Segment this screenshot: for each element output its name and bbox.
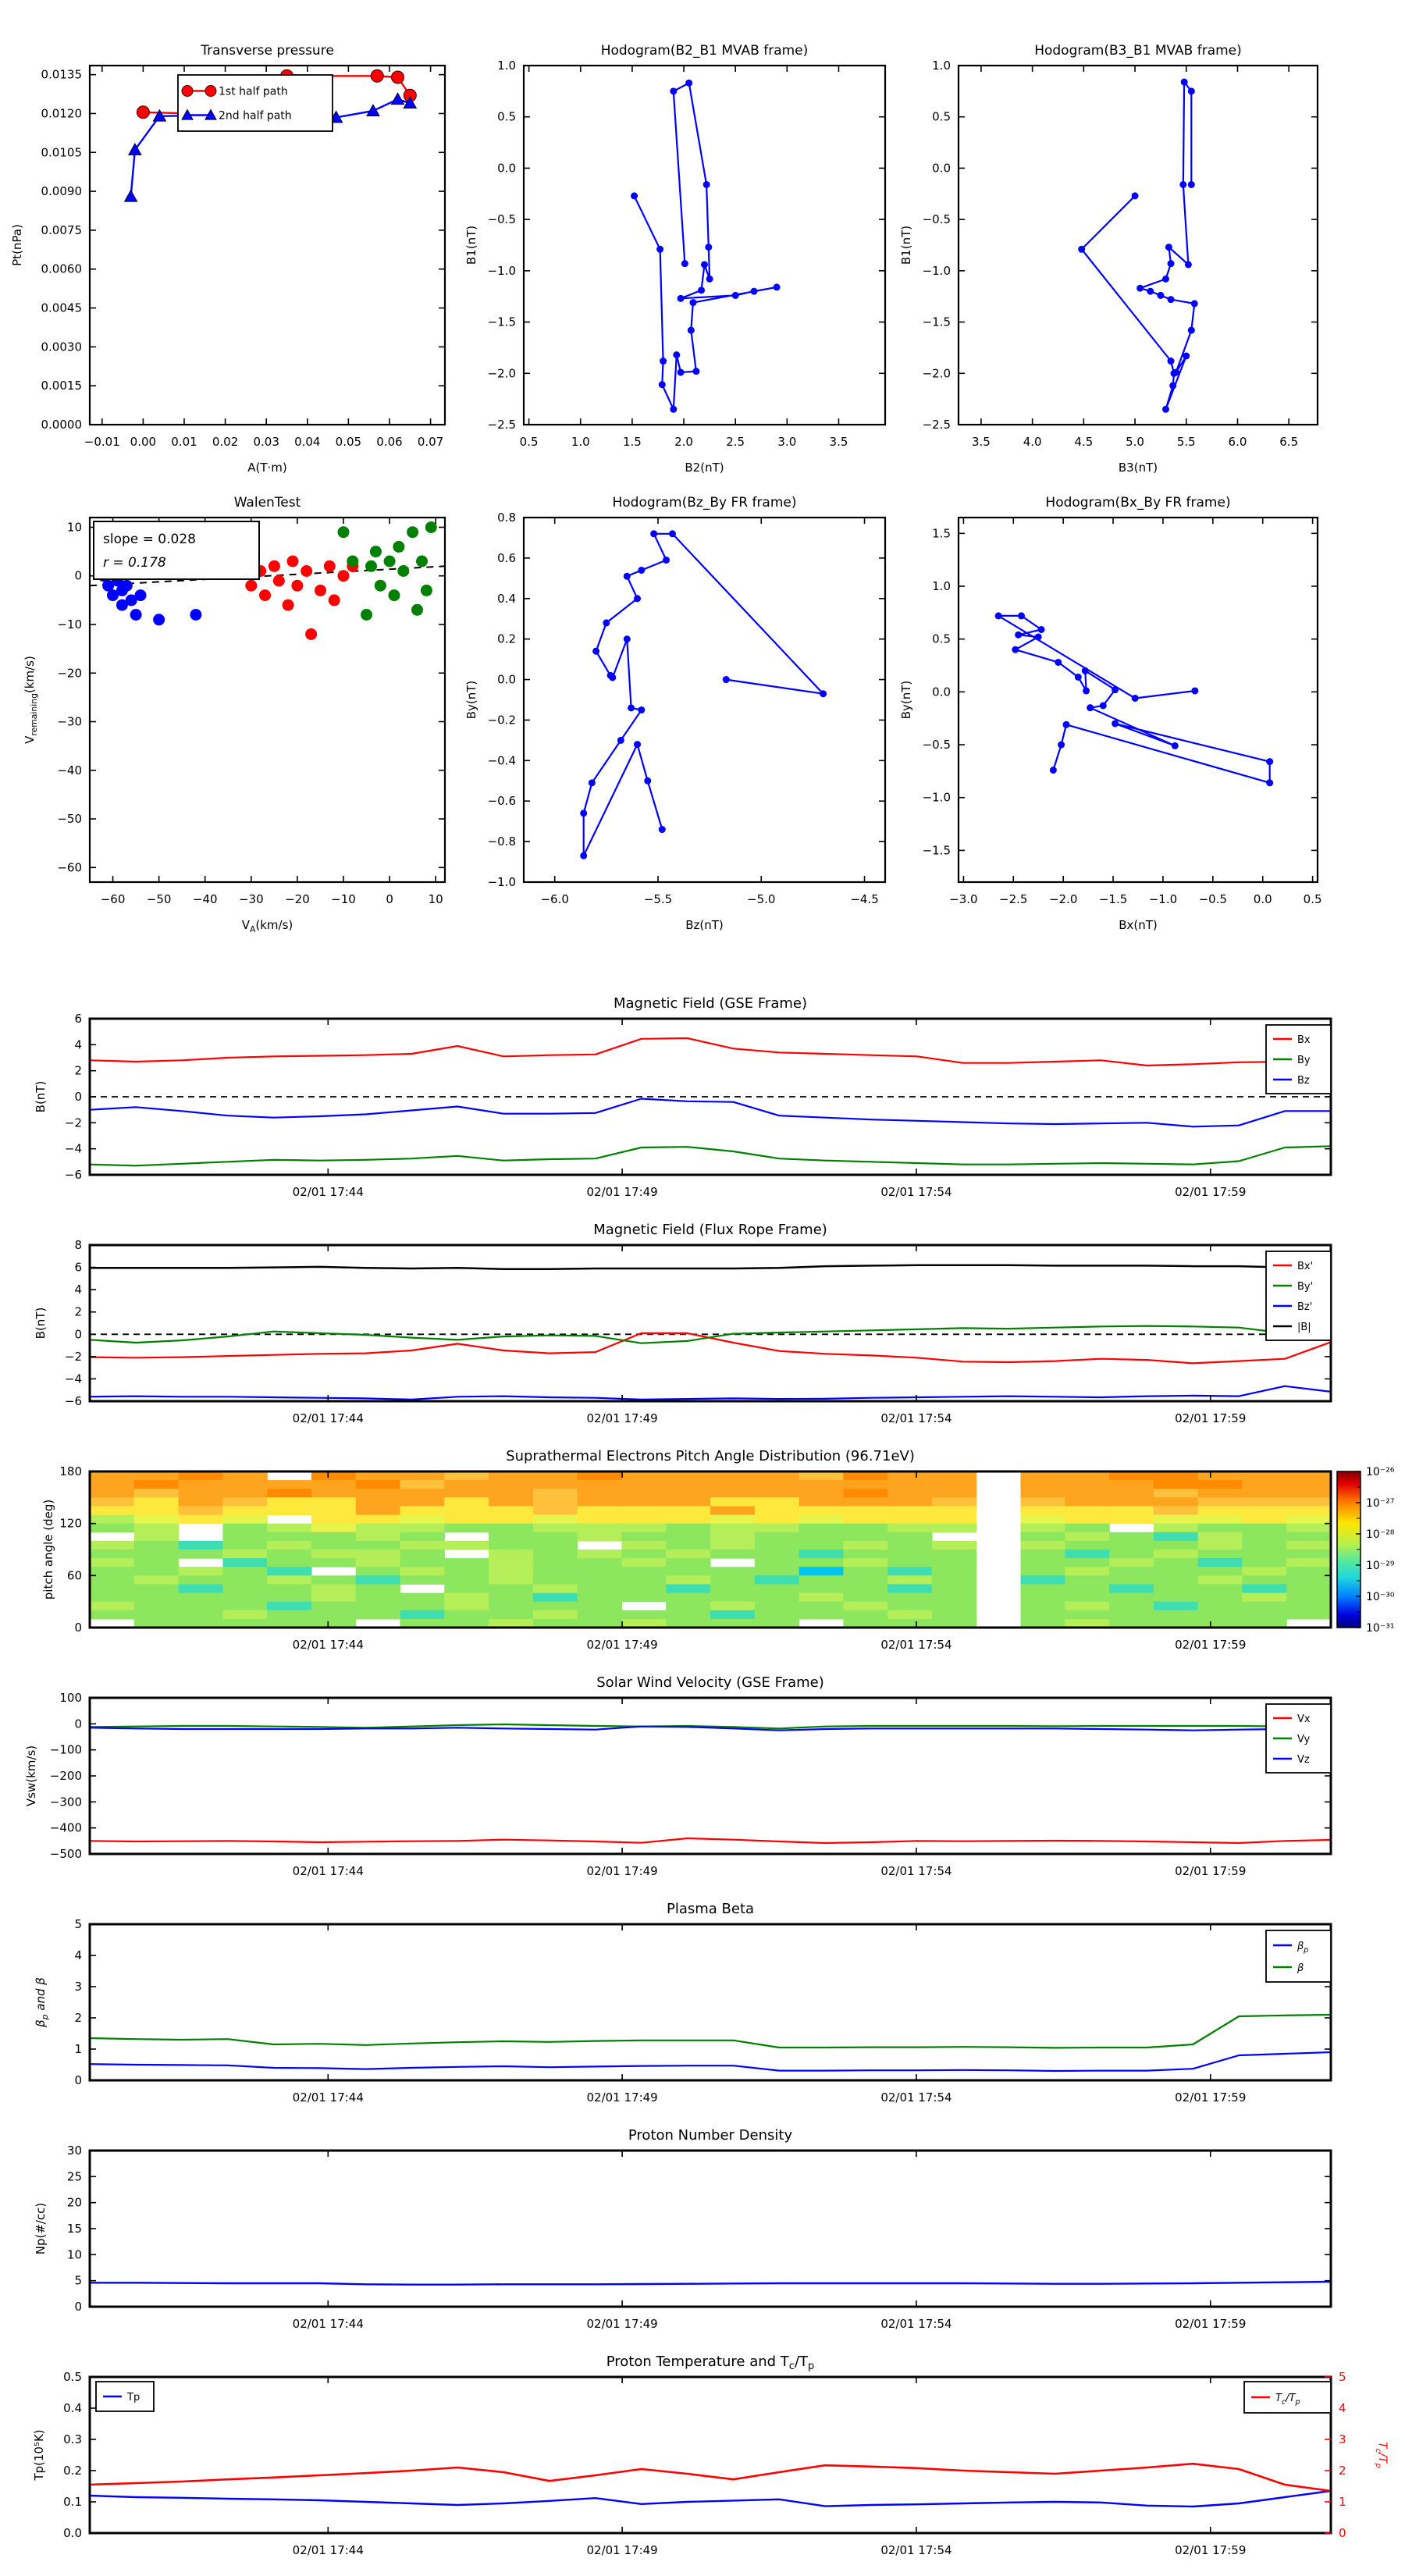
svg-text:0.0120: 0.0120	[41, 106, 82, 121]
svg-text:Bx: Bx	[1297, 1034, 1311, 1046]
svg-text:2nd half path: 2nd half path	[219, 109, 292, 123]
svg-text:−0.5: −0.5	[1198, 892, 1228, 906]
svg-text:−500: −500	[49, 1847, 82, 1861]
svg-text:−0.8: −0.8	[487, 834, 516, 849]
svg-text:Hodogram(Bz_By FR frame): Hodogram(Bz_By FR frame)	[612, 495, 797, 511]
svg-text:8: 8	[74, 1238, 82, 1252]
svg-text:Bx(nT): Bx(nT)	[1119, 918, 1158, 932]
svg-text:B(nT): B(nT)	[34, 1080, 48, 1113]
svg-text:0.0: 0.0	[497, 161, 516, 176]
svg-text:B(nT): B(nT)	[34, 1307, 48, 1340]
svg-text:By: By	[1297, 1055, 1311, 1066]
svg-text:0.00: 0.00	[130, 435, 157, 449]
svg-text:0.06: 0.06	[376, 435, 403, 449]
panel-hodogram-bz-by	[464, 495, 885, 932]
svg-text:Bx': Bx'	[1297, 1261, 1314, 1272]
svg-text:−2: −2	[64, 1115, 82, 1130]
svg-text:4: 4	[74, 1948, 82, 1962]
svg-text:3: 3	[74, 1980, 82, 1994]
svg-text:2.5: 2.5	[726, 435, 745, 449]
svg-text:10: 10	[428, 892, 443, 906]
svg-text:0: 0	[386, 892, 393, 906]
svg-text:0: 0	[74, 2300, 82, 2314]
svg-text:1.5: 1.5	[622, 435, 642, 449]
svg-text:Solar Wind Velocity (GSE Frame: Solar Wind Velocity (GSE Frame)	[596, 1674, 824, 1691]
svg-text:5: 5	[74, 2273, 82, 2288]
svg-text:0: 0	[74, 1090, 82, 1104]
svg-text:10⁻²⁹: 10⁻²⁹	[1366, 1560, 1395, 1572]
svg-text:−200: −200	[49, 1769, 82, 1783]
svg-text:VA(km/s): $V_A(km/s)$	[241, 918, 293, 934]
svg-text:02/01 17:54: 02/01 17:54	[880, 1411, 952, 1425]
svg-text:02/01 17:49: 02/01 17:49	[586, 1864, 658, 1878]
svg-text:1.5: 1.5	[932, 526, 951, 541]
svg-text:−0.5: −0.5	[922, 212, 951, 227]
svg-text:0.0: 0.0	[932, 685, 951, 699]
svg-text:−1.0: −1.0	[487, 263, 516, 278]
svg-text:−50: −50	[146, 892, 172, 906]
svg-text:1.0: 1.0	[932, 59, 951, 73]
svg-text:02/01 17:49: 02/01 17:49	[586, 1638, 658, 1652]
svg-text:Plasma Beta: Plasma Beta	[666, 1901, 755, 1917]
svg-text:−400: −400	[49, 1820, 82, 1835]
svg-text:Vsw(km/s): Vsw(km/s)	[24, 1745, 38, 1807]
svg-text:0.2: 0.2	[497, 632, 516, 646]
svg-text:0.02: 0.02	[212, 435, 239, 449]
svg-text:By(nT): By(nT)	[899, 680, 913, 720]
svg-text:6: 6	[74, 1260, 82, 1275]
svg-text:Vy: Vy	[1297, 1734, 1311, 1745]
svg-text:0: 0	[74, 1621, 82, 1635]
svg-text:10⁻²⁶: 10⁻²⁶	[1366, 1466, 1395, 1478]
svg-text:0.5: 0.5	[932, 632, 951, 646]
svg-text:2: 2	[74, 2011, 82, 2025]
svg-text:Tp: Tp	[127, 2392, 140, 2403]
svg-text:6: 6	[74, 1012, 82, 1026]
svg-text:0.6: 0.6	[497, 550, 516, 565]
svg-text:100: 100	[59, 1691, 82, 1705]
svg-text:0.05: 0.05	[335, 435, 362, 449]
svg-text:Tc/Tp: $T_c/T_p$	[1275, 2393, 1300, 2407]
svg-text:−1.5: −1.5	[1098, 892, 1128, 906]
svg-text:0.8: 0.8	[497, 511, 516, 525]
panel-proton-density	[34, 2127, 1331, 2331]
svg-text:0.5: 0.5	[932, 109, 951, 124]
svg-text:−0.01: −0.01	[84, 435, 120, 449]
svg-text:1.0: 1.0	[497, 59, 516, 73]
svg-text:0.0: 0.0	[1253, 892, 1272, 906]
svg-text:02/01 17:44: 02/01 17:44	[292, 1638, 364, 1652]
svg-text:Hodogram(B2_B1 MVAB frame): Hodogram(B2_B1 MVAB frame)	[600, 43, 809, 59]
svg-text:2: 2	[74, 1304, 82, 1319]
svg-text:pitch angle (deg): pitch angle (deg)	[41, 1499, 55, 1600]
svg-text:0.0045: 0.0045	[41, 301, 82, 315]
svg-text:Bz(nT): Bz(nT)	[685, 918, 724, 932]
svg-text:Tp(10⁵K): Tp(10⁵K)	[32, 2429, 46, 2481]
svg-text:4: 4	[1339, 2401, 1346, 2415]
svg-text:02/01 17:59: 02/01 17:59	[1175, 1411, 1247, 1425]
svg-text:−6: −6	[64, 1168, 82, 1182]
svg-text:−1.5: −1.5	[922, 843, 951, 858]
svg-text:−3.0: −3.0	[949, 892, 978, 906]
svg-text:4: 4	[74, 1037, 82, 1052]
svg-text:−6: −6	[64, 1394, 82, 1408]
svg-text:0.4: 0.4	[63, 2401, 82, 2415]
panel-plasma-beta	[34, 1901, 1331, 2105]
svg-text:02/01 17:59: 02/01 17:59	[1175, 1185, 1247, 1199]
svg-text:10⁻²⁷: 10⁻²⁷	[1366, 1497, 1395, 1510]
svg-text:Vremaining(km/s): $V_{remaining}(km/s)$	[23, 656, 39, 744]
panel-proton-temperature	[32, 2354, 1389, 2557]
svg-text:2: 2	[1339, 2464, 1346, 2478]
svg-text:−10: −10	[331, 892, 356, 906]
svg-text:10⁻³⁰: 10⁻³⁰	[1366, 1591, 1395, 1603]
svg-text:5.5: 5.5	[1176, 435, 1196, 449]
svg-text:−20: −20	[57, 666, 82, 681]
svg-text:4.0: 4.0	[1023, 435, 1042, 449]
svg-text:2.0: 2.0	[674, 435, 693, 449]
svg-text:Tc/Tp: $T_c/T_p$	[1374, 2442, 1389, 2468]
svg-text:−4.5: −4.5	[850, 892, 879, 906]
svg-text:0: 0	[1339, 2526, 1346, 2540]
svg-text:B3(nT): B3(nT)	[1118, 461, 1158, 475]
svg-text:−300: −300	[49, 1795, 82, 1809]
svg-text:−1.5: −1.5	[487, 315, 516, 329]
svg-text:0.0030: 0.0030	[41, 340, 82, 354]
svg-text:Hodogram(B3_B1 MVAB frame): Hodogram(B3_B1 MVAB frame)	[1034, 43, 1242, 59]
svg-text:0.0090: 0.0090	[41, 184, 82, 199]
svg-text:0.03: 0.03	[253, 435, 279, 449]
panel-electron-pad	[41, 1448, 1395, 1652]
svg-text:120: 120	[59, 1516, 82, 1531]
svg-text:By': By'	[1297, 1281, 1314, 1293]
svg-text:Vx: Vx	[1297, 1713, 1311, 1725]
svg-text:0.5: 0.5	[519, 435, 539, 449]
svg-text:5.0: 5.0	[1126, 435, 1144, 449]
svg-text:0.04: 0.04	[294, 435, 321, 449]
svg-text:02/01 17:49: 02/01 17:49	[586, 2090, 658, 2105]
svg-text:3.5: 3.5	[971, 435, 991, 449]
svg-text:15: 15	[66, 2222, 82, 2236]
svg-text:1st half path: 1st half path	[219, 85, 288, 98]
svg-text:−100: −100	[49, 1742, 82, 1757]
svg-text:−4: −4	[64, 1372, 82, 1386]
svg-text:0.0000: 0.0000	[41, 418, 82, 432]
svg-text:−5.5: −5.5	[643, 892, 673, 906]
svg-text:−0.4: −0.4	[487, 753, 516, 768]
panel-walen-test	[23, 495, 445, 934]
svg-text:−60: −60	[100, 892, 126, 906]
svg-text:3.0: 3.0	[777, 435, 797, 449]
svg-text:−40: −40	[192, 892, 218, 906]
svg-text:−10: −10	[57, 617, 82, 632]
svg-text:−1.0: −1.0	[922, 790, 951, 805]
panel-mag-field-gse	[34, 995, 1331, 1199]
svg-text:3: 3	[1339, 2432, 1346, 2446]
svg-text:4: 4	[74, 1283, 82, 1297]
svg-text:5: 5	[1339, 2370, 1346, 2384]
svg-text:−0.5: −0.5	[487, 212, 516, 227]
svg-text:B2(nT): B2(nT)	[685, 461, 724, 475]
svg-text:Pt(nPa): Pt(nPa)	[10, 224, 24, 266]
panel-hodogram-b2-b1	[464, 43, 885, 475]
panel-mag-field-fr	[34, 1222, 1331, 1425]
svg-text:5: 5	[74, 1917, 82, 1931]
svg-text:0.01: 0.01	[171, 435, 197, 449]
svg-text:60: 60	[66, 1568, 82, 1583]
svg-text:0.4: 0.4	[497, 591, 516, 606]
svg-text:−2.5: −2.5	[922, 418, 951, 432]
svg-text:Hodogram(Bx_By FR frame): Hodogram(Bx_By FR frame)	[1045, 495, 1231, 511]
svg-text:180: 180	[59, 1464, 82, 1478]
svg-text:02/01 17:54: 02/01 17:54	[880, 1185, 952, 1199]
svg-text:−40: −40	[57, 763, 82, 777]
svg-text:02/01 17:49: 02/01 17:49	[586, 2543, 658, 2557]
svg-text:02/01 17:49: 02/01 17:49	[586, 2317, 658, 2331]
svg-text:0: 0	[74, 1717, 82, 1731]
svg-text:4.5: 4.5	[1074, 435, 1094, 449]
svg-text:1.0: 1.0	[571, 435, 590, 449]
svg-text:02/01 17:59: 02/01 17:59	[1175, 2543, 1247, 2557]
svg-text:−1.0: −1.0	[1148, 892, 1178, 906]
svg-text:0.1: 0.1	[63, 2495, 82, 2509]
svg-text:β: β	[1297, 1962, 1304, 1974]
svg-text:0.0: 0.0	[932, 161, 951, 176]
svg-text:02/01 17:59: 02/01 17:59	[1175, 1638, 1247, 1652]
svg-text:|B|: |B|	[1297, 1322, 1311, 1333]
svg-text:02/01 17:44: 02/01 17:44	[292, 2543, 364, 2557]
svg-text:0.5: 0.5	[1303, 892, 1322, 906]
svg-text:A(T·m): A(T·m)	[247, 461, 287, 475]
svg-text:1: 1	[74, 2042, 82, 2056]
svg-text:10: 10	[66, 520, 82, 535]
svg-text:−2.0: −2.0	[922, 366, 951, 381]
svg-text:−2: −2	[64, 1349, 82, 1364]
svg-text:Magnetic Field (GSE Frame): Magnetic Field (GSE Frame)	[613, 995, 808, 1012]
svg-text:25: 25	[66, 2169, 82, 2184]
svg-text:1: 1	[1339, 2495, 1346, 2509]
svg-text:02/01 17:49: 02/01 17:49	[586, 1411, 658, 1425]
svg-text:2: 2	[74, 1063, 82, 1078]
svg-text:10⁻³¹: 10⁻³¹	[1366, 1622, 1395, 1635]
svg-text:0.0135: 0.0135	[41, 67, 82, 82]
svg-text:−30: −30	[238, 892, 264, 906]
svg-text:02/01 17:54: 02/01 17:54	[880, 2090, 952, 2105]
svg-text:−30: −30	[57, 714, 82, 729]
svg-text:0.07: 0.07	[417, 435, 444, 449]
svg-text:6.0: 6.0	[1228, 435, 1247, 449]
svg-text:02/01 17:44: 02/01 17:44	[292, 1864, 364, 1878]
svg-text:r = 0.178: r = 0.178	[103, 555, 166, 571]
svg-text:−50: −50	[57, 812, 82, 827]
svg-text:0.0015: 0.0015	[41, 379, 82, 393]
panel-transverse-pressure	[10, 43, 445, 475]
svg-text:Np(#/cc): Np(#/cc)	[34, 2202, 48, 2255]
svg-text:βp and β: $\beta_p$ and β	[34, 1977, 50, 2027]
svg-text:Suprathermal Electrons Pitch A: Suprathermal Electrons Pitch Angle Distribution (96.71eV)	[506, 1448, 915, 1464]
svg-text:βp: $\beta_p$	[1297, 1941, 1309, 1955]
svg-text:02/01 17:59: 02/01 17:59	[1175, 2317, 1247, 2331]
svg-text:−2.5: −2.5	[487, 418, 516, 432]
svg-text:−0.5: −0.5	[922, 738, 951, 753]
svg-text:−4: −4	[64, 1141, 82, 1156]
svg-text:0.0: 0.0	[497, 672, 516, 687]
svg-text:02/01 17:44: 02/01 17:44	[292, 2317, 364, 2331]
svg-text:−5.0: −5.0	[747, 892, 776, 906]
svg-text:−6.0: −6.0	[540, 892, 569, 906]
svg-text:0.0105: 0.0105	[41, 145, 82, 160]
svg-text:−2.0: −2.0	[1048, 892, 1078, 906]
svg-text:−2.5: −2.5	[999, 892, 1028, 906]
svg-text:Vz: Vz	[1297, 1754, 1310, 1766]
svg-text:0: 0	[74, 2073, 82, 2087]
panel-hodogram-bx-by	[899, 495, 1322, 932]
svg-text:02/01 17:54: 02/01 17:54	[880, 1864, 952, 1878]
panel-hodogram-b3-b1	[899, 43, 1318, 475]
svg-text:02/01 17:54: 02/01 17:54	[880, 2543, 952, 2557]
svg-text:Proton Temperature and Tc/Tp: Proton Temperature and $T_c/T_p$	[606, 2354, 815, 2372]
svg-text:3.5: 3.5	[829, 435, 848, 449]
svg-text:−60: −60	[57, 860, 82, 875]
svg-text:B1(nT): B1(nT)	[899, 225, 913, 265]
svg-text:−1.0: −1.0	[487, 875, 516, 889]
svg-text:0.0: 0.0	[63, 2526, 82, 2540]
svg-text:−0.6: −0.6	[487, 794, 516, 809]
svg-text:Transverse pressure: Transverse pressure	[201, 43, 334, 59]
svg-text:0.0075: 0.0075	[41, 222, 82, 237]
svg-text:02/01 17:59: 02/01 17:59	[1175, 2090, 1247, 2105]
svg-text:10: 10	[66, 2247, 82, 2262]
svg-text:B1(nT): B1(nT)	[464, 225, 478, 265]
svg-text:02/01 17:54: 02/01 17:54	[880, 2317, 952, 2331]
svg-text:0.5: 0.5	[497, 109, 516, 124]
svg-text:−1.5: −1.5	[922, 315, 951, 329]
svg-text:−1.0: −1.0	[922, 263, 951, 278]
svg-text:Magnetic Field (Flux Rope Fram: Magnetic Field (Flux Rope Frame)	[593, 1222, 827, 1238]
svg-text:0: 0	[74, 1327, 82, 1342]
svg-text:WalenTest: WalenTest	[233, 495, 301, 511]
svg-text:Bz: Bz	[1297, 1075, 1310, 1087]
svg-text:02/01 17:49: 02/01 17:49	[586, 1185, 658, 1199]
svg-text:0.0060: 0.0060	[41, 262, 82, 276]
svg-text:6.5: 6.5	[1279, 435, 1299, 449]
svg-text:02/01 17:54: 02/01 17:54	[880, 1638, 952, 1652]
svg-text:20: 20	[66, 2195, 82, 2210]
svg-text:Proton Number Density: Proton Number Density	[628, 2127, 793, 2144]
svg-text:−20: −20	[285, 892, 310, 906]
svg-text:−0.2: −0.2	[487, 713, 516, 728]
svg-text:0.3: 0.3	[63, 2432, 82, 2446]
svg-text:10⁻²⁸: 10⁻²⁸	[1366, 1528, 1395, 1541]
svg-text:30: 30	[66, 2144, 82, 2158]
svg-text:0.2: 0.2	[63, 2464, 82, 2478]
svg-text:0.5: 0.5	[63, 2370, 82, 2384]
svg-text:0: 0	[74, 568, 82, 583]
svg-text:By(nT): By(nT)	[464, 680, 478, 720]
svg-text:slope = 0.028: slope = 0.028	[103, 532, 196, 547]
svg-text:02/01 17:44: 02/01 17:44	[292, 1411, 364, 1425]
svg-text:02/01 17:44: 02/01 17:44	[292, 1185, 364, 1199]
svg-text:Bz': Bz'	[1297, 1301, 1313, 1313]
svg-text:02/01 17:59: 02/01 17:59	[1175, 1864, 1247, 1878]
svg-text:1.0: 1.0	[932, 578, 951, 593]
svg-text:02/01 17:44: 02/01 17:44	[292, 2090, 364, 2105]
panel-solar-wind-velocity	[24, 1674, 1331, 1878]
svg-text:−2.0: −2.0	[487, 366, 516, 381]
